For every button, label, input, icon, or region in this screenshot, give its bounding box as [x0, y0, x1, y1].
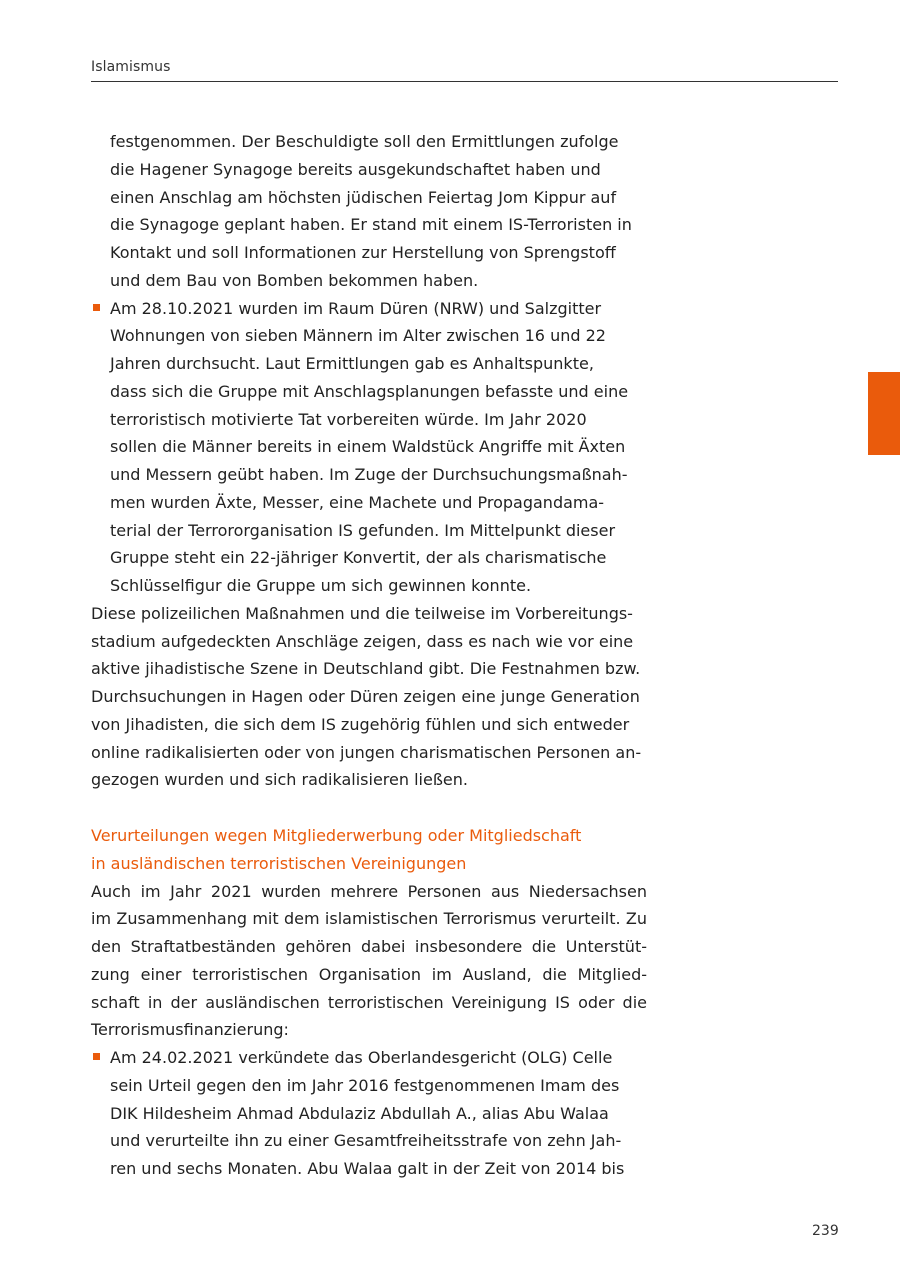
- text-line: sollen die Männer bereits in einem Waldstück Angriffe mit Äxten: [110, 437, 626, 457]
- text-line: terial der Terrororganisation IS gefunden. Im Mittelpunkt dieser: [110, 520, 616, 540]
- page-number: 239: [812, 1223, 839, 1239]
- section-heading: [91, 822, 647, 878]
- text-line: Am 28.10.2021 wurden im Raum Düren (NRW) und Salzgitter: [110, 298, 602, 318]
- text-line: Gruppe steht ein 22-jähriger Konvertit, der als charismatische: [110, 548, 607, 568]
- text-line: Diese polizeilichen Maßnahmen und die teilweise im Vorbereitungs-: [91, 603, 633, 623]
- text-line: ren und sechs Monaten. Abu Walaa galt in der Zeit von 2014 bis: [110, 1159, 625, 1178]
- chapter-tab-marker: [868, 372, 900, 455]
- body-text: [91, 128, 647, 1183]
- text-line: Wohnungen von sieben Männern im Alter zwischen 16 und 22: [110, 326, 606, 346]
- header-rule: [91, 81, 838, 82]
- list-item-dueren: [91, 295, 647, 600]
- text-line: online radikalisierten oder von jungen charismatischen Personen an-: [91, 742, 642, 762]
- text-line: die Hagener Synagoge bereits ausgekundschaftet haben und: [110, 159, 601, 179]
- text-line: Terrorismusfinanzierung:: [91, 1020, 289, 1040]
- text-line: schaft in der ausländischen terroristischen Vereinigung IS oder die: [91, 992, 647, 1012]
- text-line: sein Urteil gegen den im Jahr 2016 festgenommenen Imam des: [110, 1075, 620, 1095]
- text-line: gezogen wurden und sich radikalisieren ließen.: [91, 770, 468, 790]
- text-line: einen Anschlag am höchsten jüdischen Feiertag Jom Kippur auf: [110, 187, 617, 207]
- text-line: stadium aufgedeckten Anschläge zeigen, dass es nach wie vor eine: [91, 631, 634, 651]
- text-line: Am 24.02.2021 verkündete das Oberlandesgericht (OLG) Celle: [110, 1048, 613, 1067]
- running-title: Islamismus: [91, 59, 171, 75]
- text-line: den Straftatbeständen gehören dabei insbesondere die Unterstüt-: [91, 937, 647, 956]
- text-line: und dem Bau von Bomben bekommen haben.: [110, 270, 479, 290]
- list-item-olg-celle: [91, 1044, 647, 1183]
- text-line: von Jihadisten, die sich dem IS zugehörig fühlen und sich entweder: [91, 714, 630, 734]
- text-line: zung einer terroristischen Organisation im Ausland, die Mitglied-: [91, 964, 647, 984]
- text-line: aktive jihadistische Szene in Deutschland gibt. Die Festnahmen bzw.: [91, 659, 641, 679]
- section-spacer: [91, 794, 647, 822]
- text-line: terroristisch motivierte Tat vorbereiten würde. Im Jahr 2020: [110, 409, 587, 429]
- square-bullet-icon: [93, 304, 100, 311]
- text-line: Auch im Jahr 2021 wurden mehrere Personen aus Niedersachsen: [91, 881, 647, 901]
- text-line: die Synagoge geplant haben. Er stand mit einem IS-Terroristen in: [110, 215, 632, 235]
- text-line: Schlüsselfigur die Gruppe um sich gewinnen konnte.: [110, 576, 532, 595]
- paragraph-convictions: [91, 878, 647, 1045]
- text-line: Kontakt und soll Informationen zur Herstellung von Sprengstoff: [110, 243, 616, 262]
- text-line: und verurteilte ihn zu einer Gesamtfreiheitsstrafe von zehn Jah-: [110, 1131, 622, 1151]
- text-line: Jahren durchsucht. Laut Ermittlungen gab es Anhaltspunkte,: [110, 354, 594, 373]
- square-bullet-icon: [93, 1053, 100, 1060]
- paragraph-summary: [91, 600, 647, 794]
- text-line: dass sich die Gruppe mit Anschlagsplanungen befasste und eine: [110, 381, 629, 401]
- heading-line: in ausländischen terroristischen Vereinigungen: [91, 853, 467, 873]
- heading-line: Verurteilungen wegen Mitgliederwerbung oder Mitgliedschaft: [91, 826, 582, 845]
- text-line: Durchsuchungen in Hagen oder Düren zeigen eine junge Generation: [91, 687, 640, 706]
- continuation-block: [91, 128, 647, 295]
- text-line: DIK Hildesheim Ahmad Abdulaziz Abdullah A., alias Abu Walaa: [110, 1103, 609, 1123]
- text-line: und Messern geübt haben. Im Zuge der Durchsuchungsmaßnah-: [110, 465, 628, 484]
- text-line: festgenommen. Der Beschuldigte soll den Ermittlungen zufolge: [110, 132, 619, 151]
- text-line: im Zusammenhang mit dem islamistischen Terrorismus verurteilt. Zu: [91, 909, 647, 929]
- text-line: men wurden Äxte, Messer, eine Machete und Propagandama-: [110, 492, 605, 512]
